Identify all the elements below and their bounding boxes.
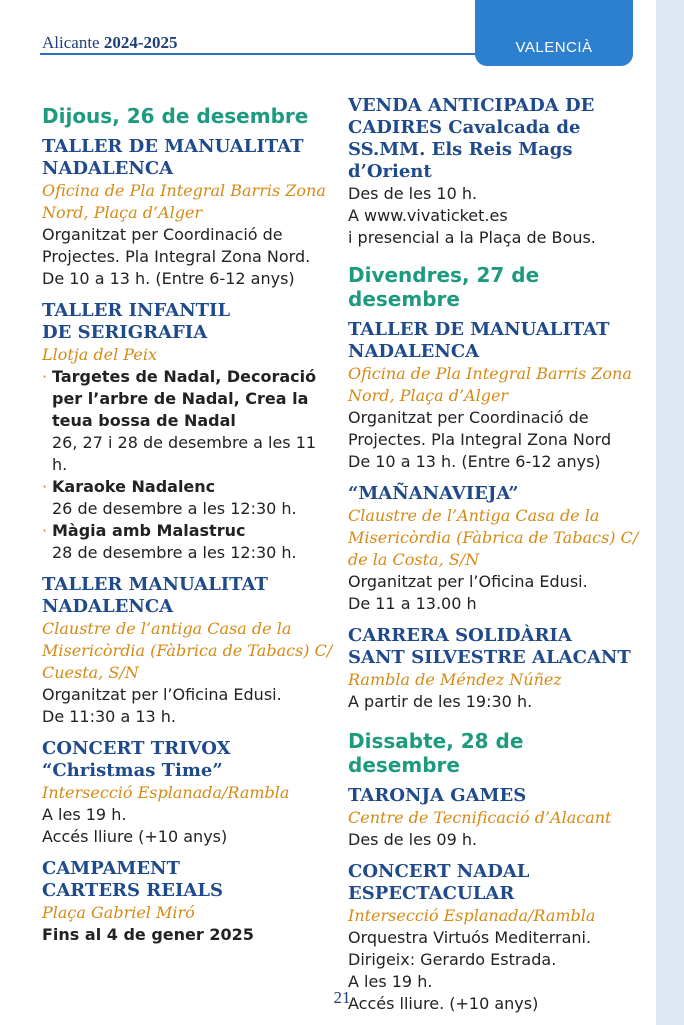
header-rule xyxy=(40,53,480,55)
event-location: Centre de Tecnificació d’Alacant xyxy=(348,808,612,827)
event-title: CONCERT NADAL ESPECTACULAR xyxy=(348,861,530,904)
event-organizer: Organitzat per Coordinació de Projectes. Pla Integral Zona Nord xyxy=(348,408,612,449)
region-tab xyxy=(475,0,633,66)
event-organizer: Organitzat per l’Oficina Edusi. xyxy=(348,572,588,591)
bullet-icon: · xyxy=(42,477,48,496)
event-taller-manualitat-2 xyxy=(348,319,640,473)
event-title-line1: CONCERT TRIVOX xyxy=(42,738,231,759)
event-title: TALLER DE MANUALITAT NADALENCA xyxy=(42,136,304,179)
event-title: TALLER MANUALITAT NADALENCA xyxy=(42,574,268,617)
activity-item xyxy=(42,366,334,476)
day-heading: Divendres, 27 de desembre xyxy=(348,263,540,311)
event-time: Des de les 10 h. xyxy=(348,184,478,203)
event-title-line2: DE SERIGRAFIA xyxy=(42,322,208,343)
region-tab-label: VALENCIÀ xyxy=(515,39,593,56)
event-location: Oficina de Pla Integral Barris Zona Nord, Plaça d’Alger xyxy=(42,181,326,222)
event-taller-claustre xyxy=(42,574,334,728)
event-location: Plaça Gabriel Miró xyxy=(42,903,195,922)
event-location: Oficina de Pla Integral Barris Zona Nord, Plaça d’Alger xyxy=(348,364,632,405)
day-heading: Dissabte, 28 de desembre xyxy=(348,729,524,777)
event-access: Accés lliure (+10 anys) xyxy=(42,827,228,846)
guide-header xyxy=(42,33,178,53)
side-margin-strip xyxy=(656,0,684,1025)
event-title: “MAÑANAVIEJA” xyxy=(348,483,519,504)
event-location: Intersecció Esplanada/Rambla xyxy=(348,906,596,925)
activity-list xyxy=(42,366,334,564)
bullet-icon: · xyxy=(42,521,48,540)
day-heading: Dijous, 26 de desembre xyxy=(42,104,309,128)
event-mananavieja xyxy=(348,483,640,615)
event-time: A partir de les 19:30 h. xyxy=(348,692,533,711)
activity-detail: 26, 27 i 28 de desembre a les 11 h. xyxy=(52,433,317,474)
event-title-line1: CAMPAMENT xyxy=(42,858,180,879)
event-title: TALLER DE MANUALITAT NADALENCA xyxy=(348,319,610,362)
event-time: A les 19 h. xyxy=(348,972,433,991)
event-time: De 11 a 13.00 h xyxy=(348,594,477,613)
event-performer: Orquestra Virtuós Mediterrani. xyxy=(348,928,592,947)
activity-detail: 26 de desembre a les 12:30 h. xyxy=(52,499,297,518)
event-time: De 10 a 13 h. (Entre 6-12 anys) xyxy=(348,452,601,471)
event-time: De 11:30 a 13 h. xyxy=(42,707,177,726)
header-city: Alicante xyxy=(42,33,104,52)
event-details: Organitzat per Coordinació de Projectes. Pla Integral Zona Nord. De 10 a 13 h. (Entre 6-12 anys) xyxy=(42,225,311,288)
activity-title: Targetes de Nadal, Decoració per l’arbre de Nadal, Crea la teua bossa de Nadal xyxy=(52,367,317,430)
event-organizer: Organitzat per l’Oficina Edusi. xyxy=(42,685,282,704)
event-title-line1: TALLER INFANTIL xyxy=(42,300,231,321)
event-venue: i presencial a la Plaça de Bous. xyxy=(348,228,596,247)
event-location: Claustre de l’antiga Casa de la Misericòrdia (Fàbrica de Tabacs) C/ Cuesta, S/N xyxy=(42,619,333,682)
event-location: Rambla de Méndez Núñez xyxy=(348,670,562,689)
bullet-icon: · xyxy=(42,367,48,386)
event-venda-cadires xyxy=(348,95,640,249)
event-location: Claustre de l’Antiga Casa de la Misericòrdia (Fàbrica de Tabacs) C/ de la Costa, S/N xyxy=(348,506,639,569)
event-taller-serigrafia xyxy=(42,300,334,564)
event-taronja-games xyxy=(348,785,640,851)
event-carrera-solidaria xyxy=(348,625,640,713)
activity-title: Karaoke Nadalenc xyxy=(52,477,216,496)
event-time: A les 19 h. xyxy=(42,805,127,824)
event-title-line1: CARRERA SOLIDÀRIA xyxy=(348,625,572,646)
event-campament xyxy=(42,858,334,946)
event-website: A www.vivaticket.es xyxy=(348,206,508,225)
event-location: Intersecció Esplanada/Rambla xyxy=(42,783,290,802)
activity-detail: 28 de desembre a les 12:30 h. xyxy=(52,543,297,562)
event-title-line2: “Christmas Time” xyxy=(42,760,223,781)
event-title: TARONJA GAMES xyxy=(348,785,527,806)
event-location: Llotja del Peix xyxy=(42,345,157,364)
event-dates: Fins al 4 de gener 2025 xyxy=(42,925,254,944)
event-conductor: Dirigeix: Gerardo Estrada. xyxy=(348,950,557,969)
activity-item xyxy=(42,476,334,520)
event-title: VENDA ANTICIPADA DE CADIRES Cavalcada de SS.MM. Els Reis Mags d’Orient xyxy=(348,95,595,182)
activity-item xyxy=(42,520,334,564)
event-title-line2: CARTERS REIALS xyxy=(42,880,223,901)
page-number: 21 xyxy=(333,988,351,1007)
event-concert-trivox xyxy=(42,738,334,848)
left-column xyxy=(42,104,334,956)
event-title-line2: SANT SILVESTRE ALACANT xyxy=(348,647,631,668)
event-time: Des de les 09 h. xyxy=(348,830,478,849)
activity-title: Màgia amb Malastruc xyxy=(52,521,246,540)
event-taller-manualitat xyxy=(42,136,334,290)
event-access: Accés lliure. (+10 anys) xyxy=(348,994,539,1013)
header-years: 2024-2025 xyxy=(103,33,178,52)
right-column xyxy=(348,95,640,1025)
